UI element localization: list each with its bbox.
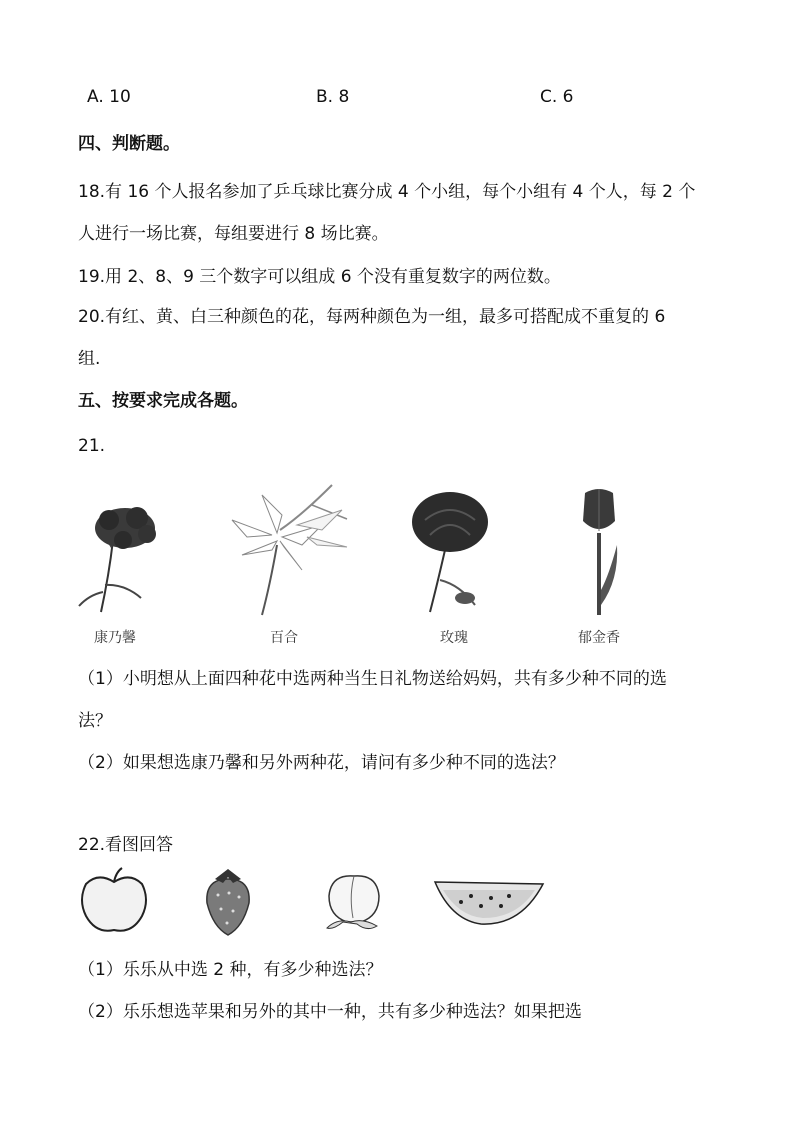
peach-icon (323, 870, 385, 934)
flower-label-lily: 百合 (270, 630, 298, 646)
option-a: A. 10 (87, 87, 131, 107)
question-20-line2: 组. (78, 349, 101, 369)
question-22-sub1: （1）乐乐从中选 2 种，有多少种选法？ (78, 960, 383, 980)
tulip-icon (575, 485, 630, 617)
option-c: C. 6 (540, 87, 574, 107)
option-b: B. 8 (316, 87, 350, 107)
question-21-sub1-line1: （1）小明想从上面四种花中选两种当生日礼物送给妈妈，共有多少种不同的选 (78, 669, 667, 689)
lily-icon (222, 475, 352, 617)
flower-label-rose: 玫瑰 (440, 630, 468, 646)
rose-icon (405, 490, 505, 615)
question-22-title: 22.看图回答 (78, 835, 174, 855)
strawberry-icon (203, 867, 253, 937)
question-19: 19.用 2、8、9 三个数字可以组成 6 个没有重复数字的两位数。 (78, 267, 561, 287)
section-heading-judgement: 四、判断题。 (78, 134, 180, 154)
watermelon-icon (431, 876, 546, 928)
question-20-line1: 20.有红、黄、白三种颜色的花，每两种颜色为一组，最多可搭配成不重复的 6 (78, 307, 666, 327)
question-21-sub1-line2: 法？ (78, 711, 112, 731)
question-18-line1: 18.有 16 个人报名参加了乒乓球比赛分成 4 个小组，每个小组有 4 个人，每 2 个 (78, 182, 696, 202)
question-22-sub2: （2）乐乐想选苹果和另外的其中一种，共有多少种选法？如果把选 (78, 1002, 582, 1022)
question-21-sub2: （2）如果想选康乃馨和另外两种花，请问有多少种不同的选法？ (78, 753, 565, 773)
carnation-icon (75, 500, 165, 618)
section-heading-tasks: 五、按要求完成各题。 (78, 391, 248, 411)
flower-label-carnation: 康乃馨 (94, 630, 136, 646)
flower-label-tulip: 郁金香 (578, 630, 620, 646)
apple-icon (78, 866, 150, 936)
question-18-line2: 人进行一场比赛，每组要进行 8 场比赛。 (78, 224, 389, 244)
question-21-number: 21. (78, 436, 106, 456)
